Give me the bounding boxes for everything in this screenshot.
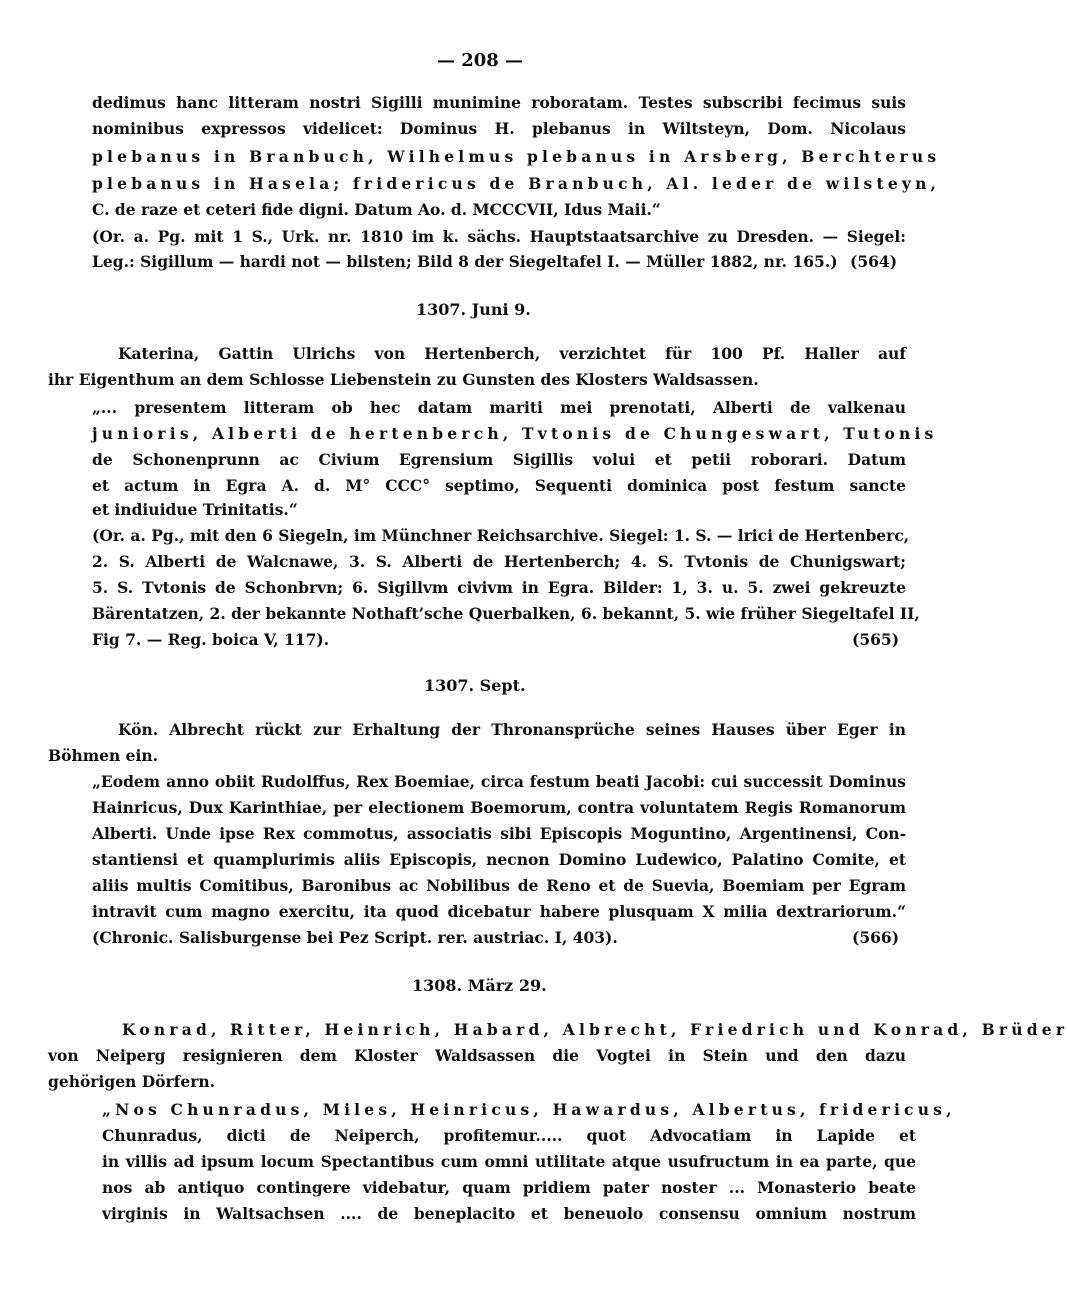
text-line: Leg.: Sigillum — hardi not — bilsten; Bild 8 der Siegeltafel I. — Müller 1882, nr. 165.) (92, 252, 838, 271)
text-line: ihr Eigenthum an dem Schlosse Liebenstein zu Gunsten des Klosters Waldsassen. (48, 370, 759, 389)
text-line: Fig 7. — Reg. boica V, 117). (92, 630, 330, 649)
text-line: dedimus hanc litteram nostri Sigilli munimine roboratam. Testes subscribi fecimus suis (92, 93, 906, 112)
text-line: Bärentatzen, 2. der bekannte Nothaft’sche Querbalken, 6. bekannt, 5. wie früher Siegeltafel II, (92, 604, 920, 623)
text-line: Konrad, Ritter, Heinrich, Habard, Albrecht, Friedrich und Konrad, Brüder (122, 1020, 1068, 1039)
entry-date: 1307. Juni 9. (416, 300, 531, 319)
entry-number: (566) (852, 928, 900, 947)
text-line: Katerina, Gattin Ulrichs von Hertenberch, verzichtet für 100 Pf. Haller auf (118, 344, 906, 363)
text-line: 2. S. Alberti de Walcnawe, 3. S. Alberti de Hertenberch; 4. S. Tvtonis de Chunigswart; (92, 552, 906, 571)
text-line: Böhmen ein. (48, 746, 159, 765)
page-number: — 208 — (436, 50, 524, 71)
entry-number: (565) (852, 630, 900, 649)
entry-date: 1308. März 29. (412, 976, 547, 995)
text-line: „Nos Chunradus, Miles, Heinricus, Hawardus, Albertus, fridericus, (102, 1100, 956, 1119)
text-line: plebanus in Hasela; fridericus de Branbuch, Al. leder de wilsteyn, (92, 174, 941, 193)
text-line: stantiensi et quamplurimis aliis Episcopis, necnon Domino Ludewico, Palatino Comite, et (92, 850, 906, 869)
text-line: 5. S. Tvtonis de Schonbrvn; 6. Sigillvm civivm in Egra. Bilder: 1, 3. u. 5. zwei gekreuzte (92, 578, 906, 597)
text-line: plebanus in Branbuch, Wilhelmus plebanus in Arsberg, Berchterus (92, 147, 941, 166)
entry-date: 1307. Sept. (424, 676, 526, 695)
text-line: C. de raze et ceteri fide digni. Datum Ao. d. MCCCVII, Idus Maii.“ (92, 200, 661, 219)
text-line: virginis in Waltsachsen .... de beneplacito et beneuolo consensu omnium nostrum (102, 1204, 916, 1223)
text-line: (Or. a. Pg. mit 1 S., Urk. nr. 1810 im k. sächs. Hauptstaatsarchive zu Dresden. — Siegel: (92, 227, 906, 246)
text-line: aliis multis Comitibus, Baronibus ac Nobilibus de Reno et de Suevia, Boemiam per Egram (92, 876, 906, 895)
text-line: (Or. a. Pg., mit den 6 Siegeln, im Münchner Reichsarchive. Siegel: 1. S. — lrici de Hertenberc, (92, 526, 910, 545)
text-line: et indiuidue Trinitatis.“ (92, 500, 298, 519)
text-line: (Chronic. Salisburgense bei Pez Script. rer. austriac. I, 403). (92, 928, 618, 947)
text-line: de Schonenprunn ac Civium Egrensium Sigillis volui et petii roborari. Datum (92, 450, 906, 469)
entry-number: (564) (850, 252, 898, 271)
text-line: junioris, Alberti de hertenberch, Tvtonis de Chungeswart, Tutonis (92, 424, 938, 443)
text-line: Kön. Albrecht rückt zur Erhaltung der Thronansprüche seines Hauses über Eger in (118, 720, 906, 739)
text-line: Chunradus, dicti de Neiperch, profitemur..... quot Advocatiam in Lapide et (102, 1126, 916, 1145)
text-line: nominibus expressos videlicet: Dominus H. plebanus in Wiltsteyn, Dom. Nicolaus (92, 119, 906, 138)
text-line: „Eodem anno obiit Rudolffus, Rex Boemiae, circa festum beati Jacobi: cui successit Dominus (92, 772, 906, 791)
text-line: nos ab antiquo contingere videbatur, quam pridiem pater noster ... Monasterio beate (102, 1178, 916, 1197)
text-line: Alberti. Unde ipse Rex commotus, associatis sibi Episcopis Moguntino, Argentinensi, Con- (92, 824, 906, 843)
text-line: Hainricus, Dux Karinthiae, per electionem Boemorum, contra voluntatem Regis Romanorum (92, 798, 906, 817)
text-line: et actum in Egra A. d. M° CCC° septimo, Sequenti dominica post festum sancte (92, 476, 906, 495)
text-line: gehörigen Dörfern. (48, 1072, 216, 1091)
text-line: intravit cum magno exercitu, ita quod dicebatur habere plusquam X milia dextrariorum.“ (92, 902, 906, 921)
text-line: in villis ad ipsum locum Spectantibus cum omni utilitate atque usufructum in ea parte, que (102, 1152, 916, 1171)
text-line: von Neiperg resignieren dem Kloster Waldsassen die Vogtei in Stein und den dazu (48, 1046, 906, 1065)
text-line: „... presentem litteram ob hec datam mariti mei prenotati, Alberti de valkenau (92, 398, 906, 417)
